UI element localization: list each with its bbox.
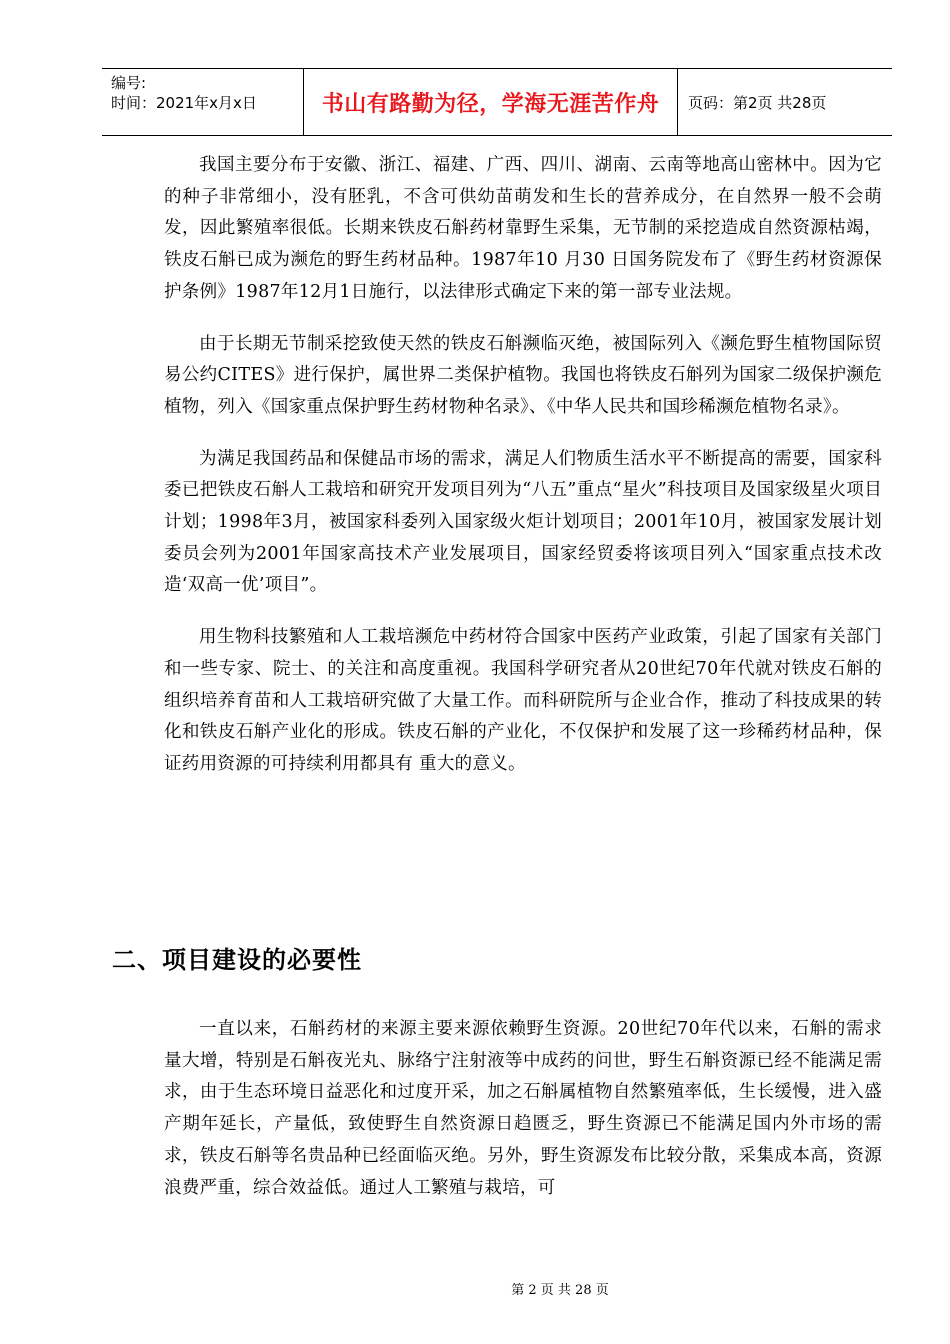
header-meta [102,69,304,135]
body-text [164,150,882,801]
paragraph: 由于长期无节制采挖致使天然的铁皮石斛濒临灭绝，被国际列入《濒危野生植物国际贸易公约CITES》进行保护，属世界二类保护植物。我国也将铁皮石斛列为国家二级保护濒危植物，列入《国家重点保护野生药材物种名录》、《中华人民共和国珍稀濒危植物名录》。 [164,333,882,417]
page-footer: 第 2 页 共 28 页 [511,1283,609,1298]
document-number-label: 编号: [111,74,147,92]
paragraph: 为满足我国药品和保健品市场的需求，满足人们物质生活水平不断提高的需要，国家科委已把铁皮石斛人工栽培和研究开发项目列为“八五”重点“星火”科技项目及国家级星火项目计划；1998年3月，被国家科委列入国家级火炬计划项目；2001年10月，被国家发展计划委员会列为2001年国家高技术产业发展项目，国家经贸委将该项目列入“国家重点技术改造‘双高一优’项目”。 [164,448,882,596]
page-header [102,68,892,136]
section-heading: 二、项目建设的必要性 [112,946,362,974]
paragraph: 我国主要分布于安徽、浙江、福建、广西、四川、湖南、云南等地高山密林中。因为它的种子非常细小，没有胚乳，不含可供幼苗萌发和生长的营养成分，在自然界一般不会萌发，因此繁殖率很低。长期来铁皮石斛药材靠野生采集，无节制的采挖造成自然资源枯竭，铁皮石斛已成为濒危的野生药材品种。1987年10 月30 日国务院发布了《野生药材资源保护条例》1987年12月1日施行，以法律形式确定下来的第一部专业法规。 [164,155,882,302]
section-body [164,1014,882,1204]
paragraph: 一直以来，石斛药材的来源主要来源依赖野生资源。20世纪70年代以来，石斛的需求量大增，特别是石斛夜光丸、脉络宁注射液等中成药的问世，野生石斛资源已经不能满足需求，由于生态环境日益恶化和过度开采，加之石斛属植物自然繁殖率低，生长缓慢，进入盛产期年延长，产量低，致使野生自然资源日趋匮乏，野生资源已不能满足国内外市场的需求，铁皮石斛等名贵品种已经面临灭绝。另外，野生资源发布比较分散，采集成本高，资源浪费严重，综合效益低。通过人工繁殖与栽培，可 [164,1019,882,1198]
header-page-info: 页码：第2页 共28页 [688,93,827,112]
paragraph: 用生物科技繁殖和人工栽培濒危中药材符合国家中医药产业政策，引起了国家有关部门和一些专家、院士、的关注和高度重视。我国科学研究者从20世纪70年代就对铁皮石斛的组织培养育苗和人工栽培研究做了大量工作。而科研院所与企业合作，推动了科技成果的转化和铁皮石斛产业化的形成。铁皮石斛的产业化，不仅保护和发展了这一珍稀药材品种，保证药用资源的可持续利用都具有 重大的意义。 [164,627,882,774]
header-motto: 书山有路勤为径，学海无涯苦作舟 [304,69,678,135]
document-date: 时间：2021年x月x日 [111,94,257,112]
